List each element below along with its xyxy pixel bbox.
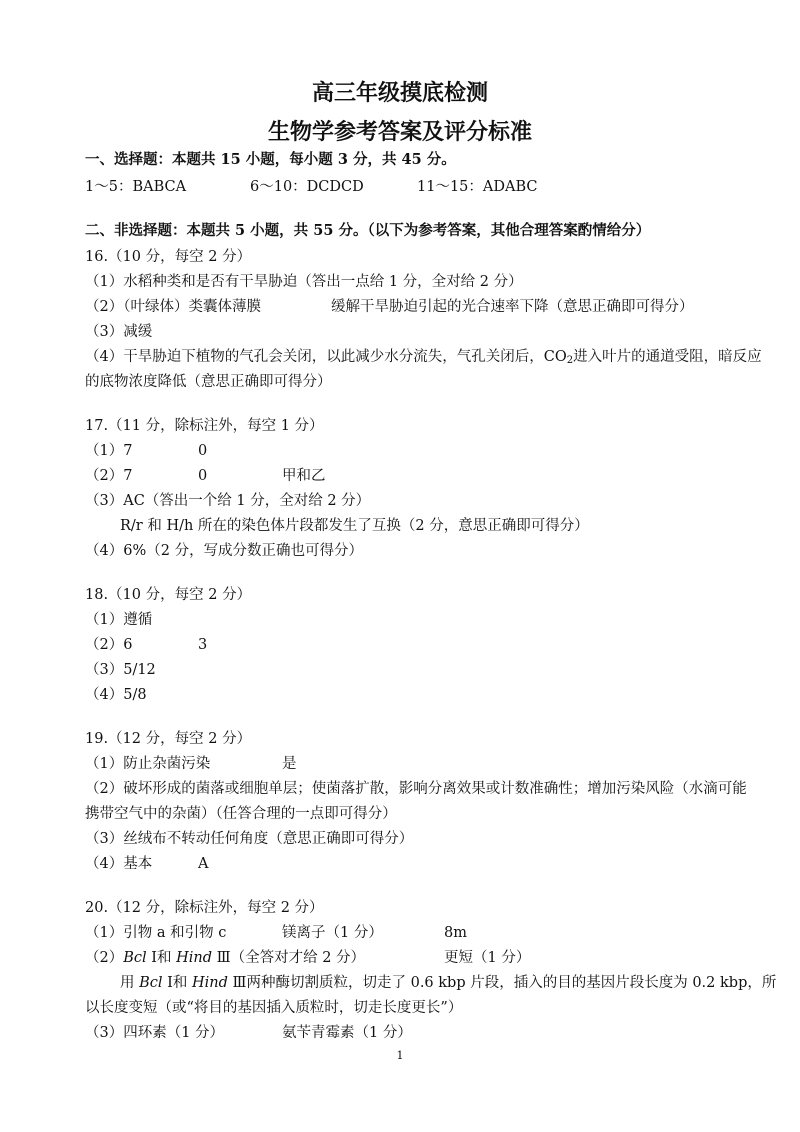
q19-head: 19.（12 分，每空 2 分） [85,731,252,747]
q20-line2 [85,948,365,968]
page-number: 1 [396,1049,404,1062]
q17-line4: R/r 和 H/h 所在的染色体片段都发生了互换（2 分，意思正确即可得分） [120,518,589,534]
q20-line3 [120,973,776,993]
q20-line5a: （3）四环素（1 分） [85,1025,225,1041]
q16-line4 [85,347,762,367]
answers-6-10: 6～10：DCDCD [250,179,364,195]
q16-line2a: （2）（叶绿体）类囊体薄膜 [85,299,261,315]
q20-line3-prefix: 用 [120,975,140,991]
q16-line4-text-a: （4）干旱胁迫下植物的气孔会关闭，以此减少水分流失，气孔关闭后，CO [85,349,567,365]
q18-line1: （1）遵循 [85,612,153,628]
q17-line1a: （1）7 [85,443,133,459]
q18-line3: （3）5/12 [85,662,156,678]
answers-1-5: 1～5：BABCA [85,179,187,195]
page-subtitle: 生物学参考答案及评分标准 [267,120,532,145]
q20-line2c: 更短（1 分） [444,950,531,966]
q19-line2: （2）破坏形成的菌落或细胞单层；使菌落扩散，影响分离效果或计数准确性；增加污染风险（水滴可能 [85,781,747,797]
enzyme-hind: Hind [176,950,213,966]
q18-line2a: （2）6 [85,637,133,653]
q19-line1b: 是 [282,756,297,772]
co2-subscript: 2 [566,355,574,366]
q19-line5b: A [198,856,209,872]
q17-head: 17.（11 分，除标注外，每空 1 分） [85,418,324,434]
q19-line4: （3）丝绒布不转动任何角度（意思正确即可得分） [85,831,414,847]
q20-line2-text-2: Ⅲ（全答对才给 2 分） [212,950,366,966]
q16-line5: 的底物浓度降低（意思正确即可得分） [85,374,332,390]
q20-line2-text-1: Ⅰ和 [146,950,177,966]
page-title: 高三年级摸底检测 [311,81,488,106]
q20-line1c: 8m [444,925,467,941]
q17-line2c: 甲和乙 [282,468,326,484]
part2-heading: 二、非选择题：本题共 5 小题，共 55 分。（以下为参考答案，其他合理答案酌情给分） [85,222,651,239]
q19-line1a: （1）防止杂菌污染 [85,756,211,772]
q16-head: 16.（10 分，每空 2 分） [85,249,252,265]
answers-11-15: 11～15：ADABC [417,179,538,195]
enzyme-hind-2: Hind [191,975,228,991]
q19-line3: 携带空气中的杂菌）（任答合理的一点即可得分） [85,806,397,822]
part1-heading: 一、选择题：本题共 15 小题，每小题 3 分，共 45 分。 [85,151,456,168]
q19-line5a: （4）基本 [85,856,153,872]
q16-line1: （1）水稻种类和是否有干旱胁迫（答出一点给 1 分，全对给 2 分） [85,274,523,290]
q20-line5b: 氨苄青霉素（1 分） [282,1025,412,1041]
q20-line3-text-2: Ⅲ两种酶切割质粒，切走了 0.6 kbp 片段，插入的目的基因片段长度为 0.2 kbp，所 [227,975,777,991]
enzyme-bcl-2: Bcl [139,975,163,991]
q20-head: 20.（12 分，除标注外，每空 2 分） [85,900,324,916]
q16-line3: （3）减缓 [85,324,153,340]
q20-line1b: 镁离子（1 分） [282,925,383,941]
q20-line3-text-1: Ⅰ和 [162,975,192,991]
q18-line4: （4）5/8 [85,687,147,703]
q17-line1b: 0 [198,443,208,459]
q20-line4: 以长度变短（或“将目的基因插入质粒时，切走长度更长”） [85,1000,463,1016]
q18-head: 18.（10 分，每空 2 分） [85,587,252,603]
q17-line2a: （2）7 [85,468,133,484]
q17-line2b: 0 [198,468,208,484]
q18-line2b: 3 [198,637,208,653]
enzyme-bcl: Bcl [123,950,147,966]
q16-line2b: 缓解干旱胁迫引起的光合速率下降（意思正确即可得分） [331,299,694,315]
q17-line3: （3）AC（答出一个给 1 分，全对给 2 分） [85,493,371,509]
q17-line5: （4）6%（2 分，写成分数正确也可得分） [85,543,364,559]
q20-line2-prefix: （2） [85,950,124,966]
q16-line4-text-b: 进入叶片的通道受阻，暗反应 [573,349,762,365]
q20-line1a: （1）引物 a 和引物 c [85,925,227,941]
